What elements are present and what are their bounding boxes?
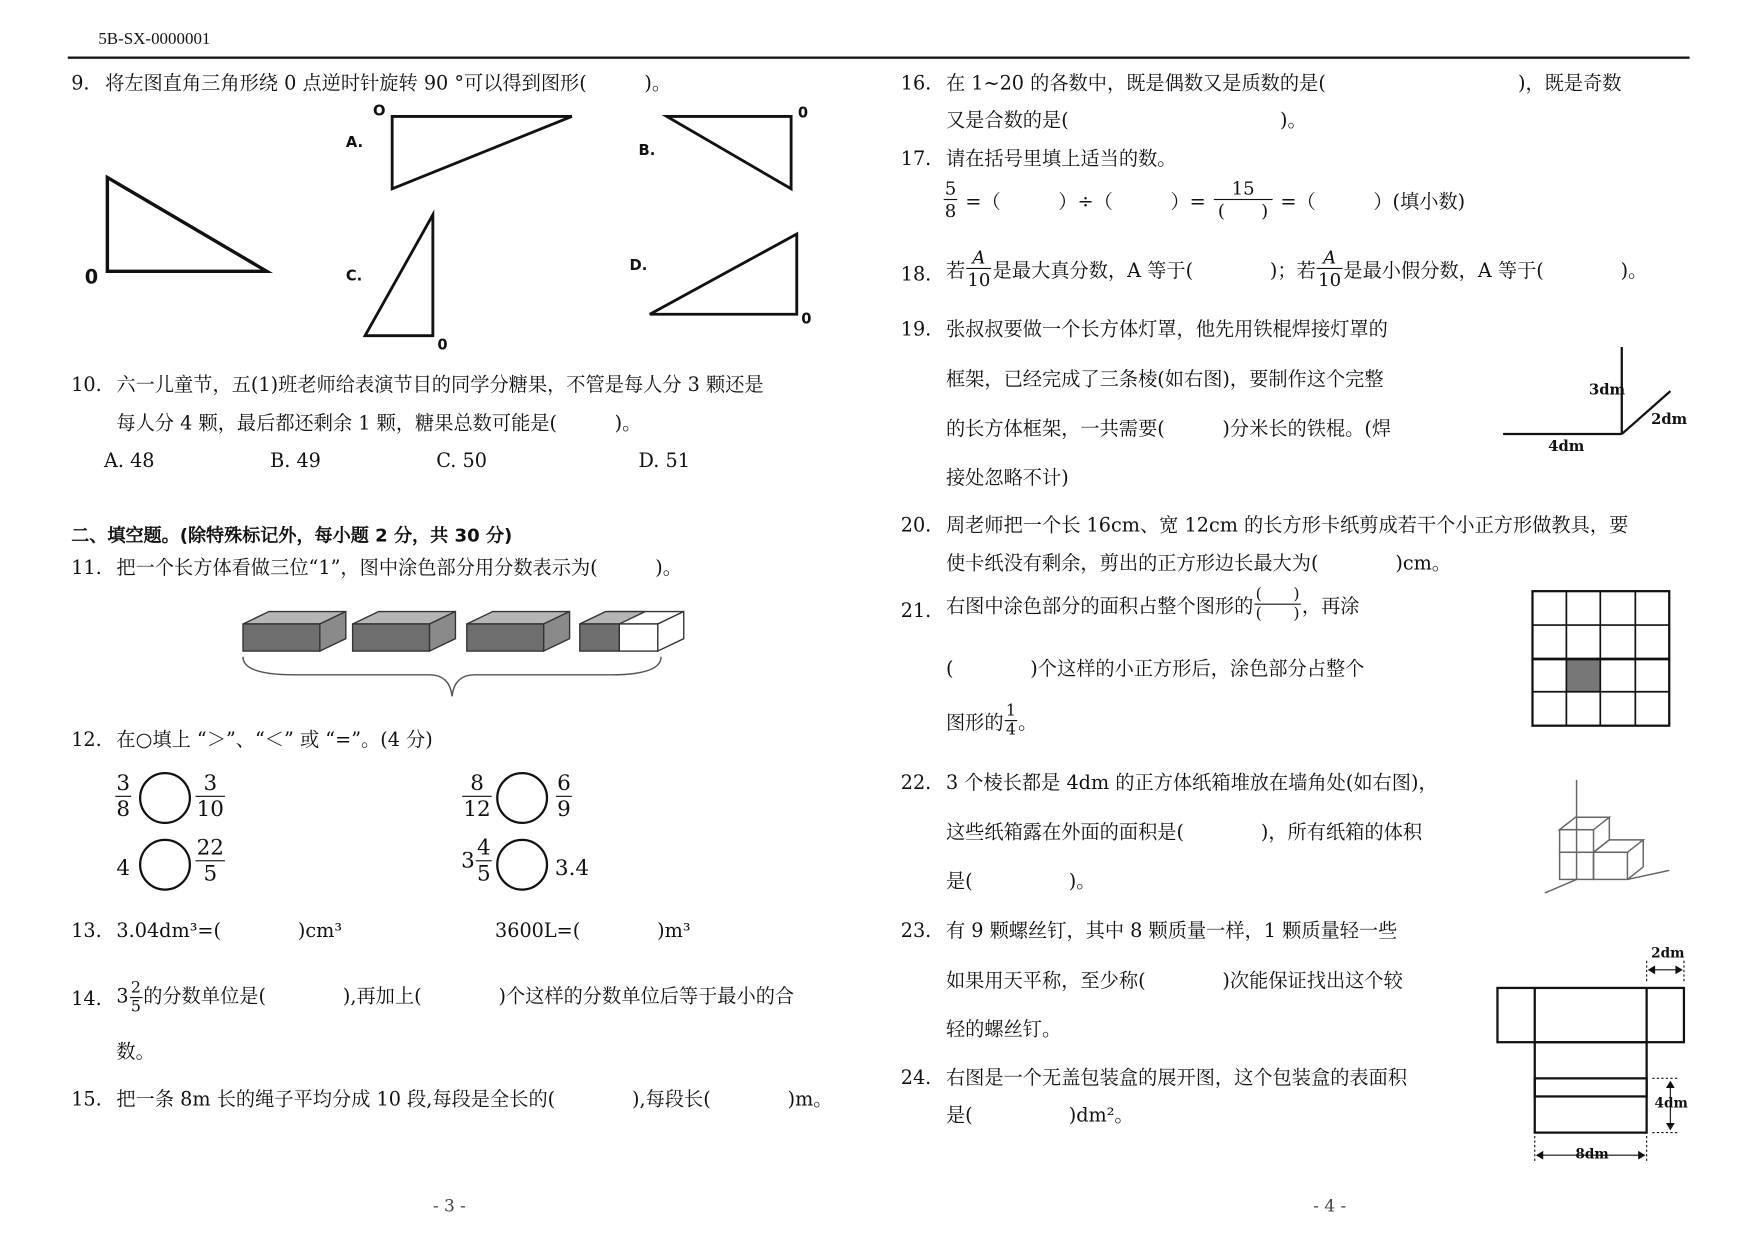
q10-line2: 每人分 4 颗，最后都还剩余 1 颗，糖果总数可能是( )。 [116,412,642,436]
q20-line2: 使卡纸没有剩余，剪出的正方形边长最大为( )cm。 [945,552,1452,576]
q14-number: 14. [71,987,102,1011]
q22-line3: 是( )。 [945,870,1096,893]
q24-top-label: 2dm [1651,944,1685,961]
q16-line1: 在 1~20 的各数中，既是偶数又是质数的是( )，既是奇数 [945,72,1622,95]
q23-line1: 有 9 颗螺丝钉，其中 8 颗质量一样，1 颗质量轻一些 [945,920,1398,943]
q9-option-b: B. [638,142,656,160]
q9-number: 9. [71,72,90,95]
q19-height-label: 3dm [1588,382,1626,400]
section-2-title: 二、填空题。(除特殊标记外，每小题 2 分，共 30 分) [71,524,513,546]
q24-number: 24. [900,1067,932,1090]
q12-pair-3-right: $\frac{6}{9}$ [557,770,571,822]
q12-pair-4-right: 3.4 [554,855,590,881]
q21-number: 21. [900,600,932,623]
q22-line1: 3 个棱长都是 4dm 的正方体纸箱堆放在墙角处(如右图)， [945,772,1438,795]
q10-number: 10. [71,374,102,397]
q12-pair-2-right: $\frac{22}{5}$ [196,835,224,887]
q9-b-point-label: 0 [797,105,809,123]
q19-line1: 张叔叔要做一个长方体灯罩，他先用铁棍焊接灯罩的 [945,318,1388,342]
q18-text: 若 $\frac{A}{10}$ 是最大真分数，A 等于( )；若 $\frac{A}{10}$ 是最小假分数，A 等于( )。 [945,246,1648,291]
q18-number: 18. [900,263,932,286]
q20-line1: 周老师把一个长 16cm、宽 12cm 的长方形卡纸剪成若干个小正方形做教具，要 [945,514,1629,537]
q9-option-c: C. [345,267,363,285]
page-number-right: - 4 - [1313,1195,1347,1217]
q16-line2: 又是合数的是( )。 [945,109,1307,133]
q19-width-label: 2dm [1651,411,1688,429]
q12-pair-4: 3 $\frac{4}{5}$ [461,835,491,887]
document-code: 5B-SX-0000001 [98,30,211,49]
q20-number: 20. [900,514,932,537]
q9-origin-label: 0 [84,266,99,290]
q9-a-point-label: O [372,102,386,120]
q10-option-a: A. 48 [103,449,155,473]
q13-part2: 3600L=( )m³ [495,920,691,943]
q12-pair-1: $\frac{3}{8}$ [116,770,131,822]
q12-pair-3: $\frac{8}{12}$ [463,770,491,822]
q24-line1: 右图是一个无盖包装盒的展开图，这个包装盒的表面积 [945,1067,1408,1090]
q12-number: 12. [71,729,102,752]
q13-part1: 3.04dm³=( )cm³ [116,920,343,943]
q11-number: 11. [71,557,102,580]
q9-option-a: A. [345,134,364,152]
q12-pair-1-right: $\frac{3}{10}$ [196,770,224,822]
q17-text: 请在括号里填上适当的数。 [945,148,1177,171]
q15-number: 15. [71,1088,102,1112]
q21-line3: 图形的 $\frac{1}{4}$ 。 [945,701,1038,740]
q10-option-c: C. 50 [436,449,487,473]
page-number-left: - 3 - [432,1195,466,1217]
q24-side-label: 4dm [1654,1095,1688,1112]
q24-bottom-label: 8dm [1575,1146,1609,1163]
q22-line2: 这些纸箱露在外面的面积是( )，所有纸箱的体积 [945,821,1423,845]
q19-line4: 接处忽略不计) [945,466,1069,490]
q21-line2: ( )个这样的小正方形后，涂色部分占整个 [945,657,1365,681]
q14-line2: 数。 [116,1041,155,1064]
q16-number: 16. [900,72,932,95]
q19-length-label: 4dm [1548,438,1585,456]
q12-pair-2: 4 [116,855,131,881]
q17-number: 17. [900,148,932,171]
q23-number: 23. [900,920,932,943]
q9-option-d: D. [629,257,648,275]
q12-text: 在○填上 “＞”、“＜” 或 “=”。(4 分) [116,729,433,752]
q21-line1: 右图中涂色部分的面积占整个图形的 $\frac{( )}{( )}$ ，再涂 [945,585,1360,623]
q10-option-b: B. 49 [270,449,321,473]
q22-number: 22. [900,772,932,795]
q9-text: 将左图直角三角形绕 0 点逆时针旋转 90 °可以得到图形( )。 [105,72,672,95]
q13-number: 13. [71,920,102,943]
q14-line1: 3 $\frac{2}{5}$ 的分数单位是( ),再加上( )个这样的分数单位后等于最小的合 [116,978,795,1017]
q23-line3: 轻的螺丝钉。 [945,1018,1062,1042]
q11-text: 把一个长方体看做三位“1”，图中涂色部分用分数表示为( )。 [116,557,683,580]
q17-equation: $\frac{5}{8}$ =（ ）÷（ ）= $\frac{15}{( )}$ =（ ）(填小数) [944,177,1466,222]
q9-c-point-label: 0 [437,336,448,354]
q9-d-point-label: 0 [801,310,812,328]
q10-option-d: D. 51 [638,449,690,473]
q15-text: 把一条 8m 长的绳子平均分成 10 段,每段是全长的( ),每段长( )m。 [116,1088,833,1112]
q10-line1: 六一儿童节，五(1)班老师给表演节目的同学分糖果，不管是每人分 3 颗还是 [116,374,764,397]
q19-line2: 框架，已经完成了三条棱(如右图)，要制作这个完整 [945,368,1384,392]
q24-line2: 是( )dm²。 [945,1104,1134,1127]
q19-line3: 的长方体框架，一共需要( )分米长的铁棍。(焊 [945,418,1392,441]
q19-number: 19. [900,318,932,342]
q23-line2: 如果用天平称，至少称( )次能保证找出这个较 [945,969,1403,993]
